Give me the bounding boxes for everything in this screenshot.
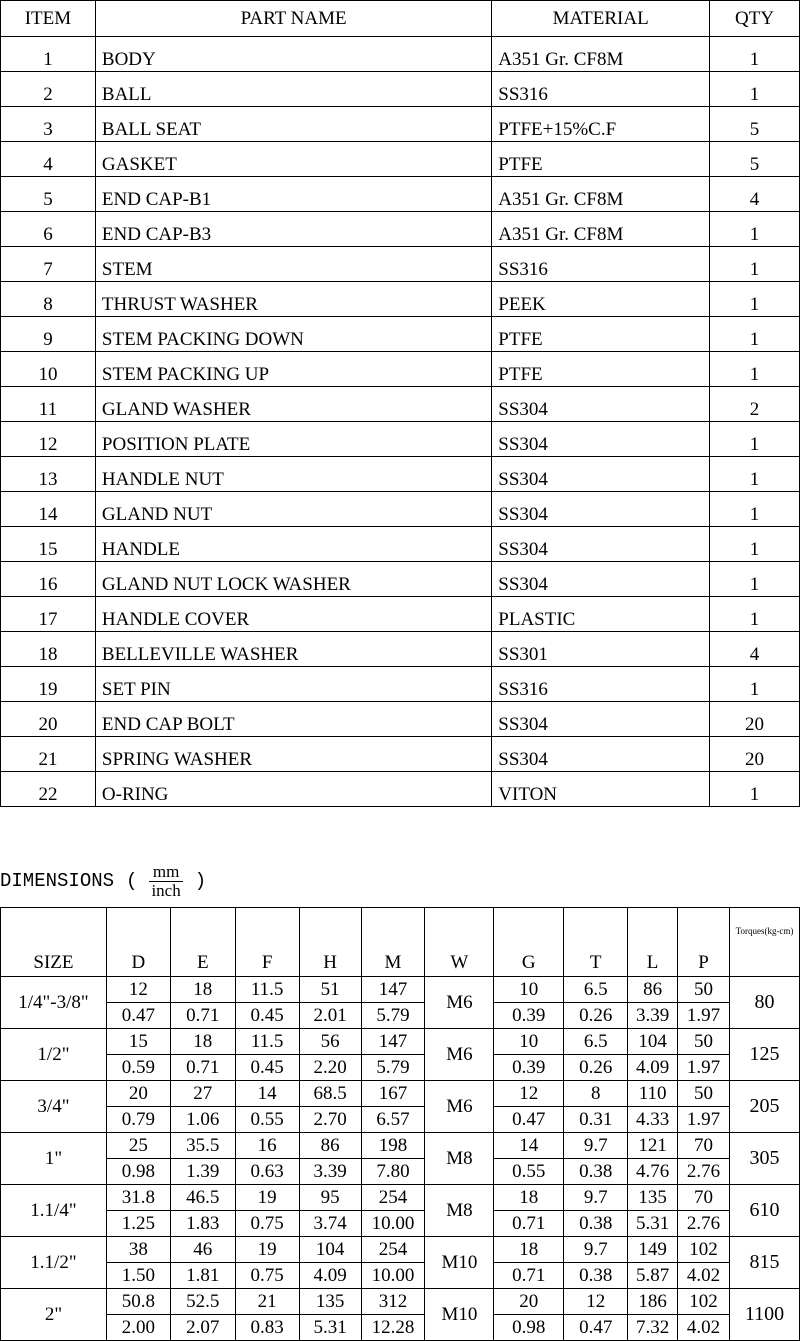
header-f: F <box>235 908 299 977</box>
item-number: 21 <box>1 737 96 772</box>
part-qty: 1 <box>710 352 800 387</box>
header-size: SIZE <box>1 908 107 977</box>
dim-e-inch: 0.71 <box>170 1055 235 1081</box>
dim-d-inch: 2.00 <box>106 1315 170 1341</box>
dim-d-mm: 15 <box>106 1029 170 1055</box>
dim-t-inch: 0.38 <box>564 1263 628 1289</box>
part-name: BODY <box>95 37 491 72</box>
header-qty: QTY <box>710 1 800 37</box>
dim-t-mm: 9.7 <box>564 1237 628 1263</box>
dim-f-inch: 0.55 <box>235 1107 299 1133</box>
dim-f-mm: 11.5 <box>235 977 299 1003</box>
dim-p-mm: 102 <box>678 1289 730 1315</box>
dimension-row-mm <box>1 977 800 1003</box>
header-e: E <box>170 908 235 977</box>
torque-cell: 80 <box>730 977 800 1029</box>
part-name: GLAND NUT <box>95 492 491 527</box>
part-name: POSITION PLATE <box>95 422 491 457</box>
dim-h-inch: 3.39 <box>299 1159 361 1185</box>
torque-cell: 1100 <box>730 1289 800 1341</box>
part-qty: 1 <box>710 667 800 702</box>
dim-e-mm: 27 <box>170 1081 235 1107</box>
dim-l-inch: 4.76 <box>628 1159 678 1185</box>
dimension-row-inch <box>1 1107 800 1133</box>
dim-t-mm: 9.7 <box>564 1133 628 1159</box>
part-name: STEM PACKING DOWN <box>95 317 491 352</box>
w-cell: M8 <box>425 1133 494 1185</box>
dim-m-inch: 12.28 <box>361 1315 425 1341</box>
part-material: SS316 <box>492 247 710 282</box>
dim-f-mm: 19 <box>235 1185 299 1211</box>
parts-row <box>1 107 800 142</box>
part-material: PEEK <box>492 282 710 317</box>
dimensions-title <box>0 858 206 904</box>
item-number: 16 <box>1 562 96 597</box>
part-qty: 1 <box>710 247 800 282</box>
dim-m-inch: 5.79 <box>361 1003 425 1029</box>
dim-m-mm: 198 <box>361 1133 425 1159</box>
dim-p-mm: 50 <box>678 1081 730 1107</box>
dim-m-mm: 167 <box>361 1081 425 1107</box>
dim-d-inch: 0.59 <box>106 1055 170 1081</box>
dim-d-inch: 0.47 <box>106 1003 170 1029</box>
item-number: 1 <box>1 37 96 72</box>
parts-row <box>1 597 800 632</box>
parts-row <box>1 37 800 72</box>
part-qty: 1 <box>710 72 800 107</box>
parts-row <box>1 772 800 807</box>
dim-h-inch: 5.31 <box>299 1315 361 1341</box>
part-qty: 4 <box>710 177 800 212</box>
part-material: SS304 <box>492 562 710 597</box>
dim-t-mm: 6.5 <box>564 977 628 1003</box>
size-cell: 1/4"-3/8" <box>1 977 107 1029</box>
dim-f-inch: 0.63 <box>235 1159 299 1185</box>
part-qty: 1 <box>710 597 800 632</box>
item-number: 14 <box>1 492 96 527</box>
dim-f-mm: 14 <box>235 1081 299 1107</box>
item-number: 7 <box>1 247 96 282</box>
dim-g-inch: 0.55 <box>494 1159 564 1185</box>
dim-p-inch: 2.76 <box>678 1211 730 1237</box>
header-g: G <box>494 908 564 977</box>
dim-h-mm: 95 <box>299 1185 361 1211</box>
item-number: 13 <box>1 457 96 492</box>
part-material: SS304 <box>492 702 710 737</box>
dimension-row-inch <box>1 1159 800 1185</box>
part-material: PTFE <box>492 352 710 387</box>
dimension-row-inch <box>1 1055 800 1081</box>
dim-g-inch: 0.71 <box>494 1211 564 1237</box>
part-name: SET PIN <box>95 667 491 702</box>
dim-f-inch: 0.45 <box>235 1003 299 1029</box>
dim-p-inch: 4.02 <box>678 1263 730 1289</box>
w-cell: M10 <box>425 1237 494 1289</box>
dim-e-inch: 1.81 <box>170 1263 235 1289</box>
torque-cell: 205 <box>730 1081 800 1133</box>
dim-m-inch: 10.00 <box>361 1263 425 1289</box>
dim-p-inch: 4.02 <box>678 1315 730 1341</box>
dim-g-inch: 0.98 <box>494 1315 564 1341</box>
part-qty: 1 <box>710 422 800 457</box>
dim-f-mm: 19 <box>235 1237 299 1263</box>
part-material: SS304 <box>492 457 710 492</box>
dimension-row-mm <box>1 1133 800 1159</box>
dim-f-inch: 0.83 <box>235 1315 299 1341</box>
dim-h-mm: 86 <box>299 1133 361 1159</box>
torque-cell: 610 <box>730 1185 800 1237</box>
dim-e-mm: 35.5 <box>170 1133 235 1159</box>
part-qty: 1 <box>710 562 800 597</box>
dim-e-mm: 52.5 <box>170 1289 235 1315</box>
parts-row <box>1 702 800 737</box>
dim-p-mm: 70 <box>678 1185 730 1211</box>
dim-m-inch: 6.57 <box>361 1107 425 1133</box>
dim-h-mm: 68.5 <box>299 1081 361 1107</box>
item-number: 18 <box>1 632 96 667</box>
dim-g-mm: 10 <box>494 1029 564 1055</box>
part-qty: 1 <box>710 492 800 527</box>
parts-row <box>1 562 800 597</box>
dim-e-mm: 46 <box>170 1237 235 1263</box>
header-h: H <box>299 908 361 977</box>
part-name: BALL <box>95 72 491 107</box>
dim-t-inch: 0.38 <box>564 1211 628 1237</box>
w-cell: M8 <box>425 1185 494 1237</box>
parts-row <box>1 247 800 282</box>
dim-g-inch: 0.47 <box>494 1107 564 1133</box>
dim-d-mm: 20 <box>106 1081 170 1107</box>
part-material: A351 Gr. CF8M <box>492 37 710 72</box>
dim-h-inch: 2.01 <box>299 1003 361 1029</box>
part-qty: 5 <box>710 107 800 142</box>
part-material: SS304 <box>492 387 710 422</box>
part-qty: 1 <box>710 212 800 247</box>
item-number: 10 <box>1 352 96 387</box>
dim-p-mm: 102 <box>678 1237 730 1263</box>
dim-t-inch: 0.38 <box>564 1159 628 1185</box>
parts-row <box>1 177 800 212</box>
dim-d-inch: 0.98 <box>106 1159 170 1185</box>
dim-d-mm: 31.8 <box>106 1185 170 1211</box>
part-qty: 20 <box>710 702 800 737</box>
dim-l-inch: 5.87 <box>628 1263 678 1289</box>
dim-f-mm: 21 <box>235 1289 299 1315</box>
dim-l-mm: 86 <box>628 977 678 1003</box>
dim-f-mm: 16 <box>235 1133 299 1159</box>
parts-row <box>1 632 800 667</box>
item-number: 20 <box>1 702 96 737</box>
part-material: SS304 <box>492 527 710 562</box>
item-number: 4 <box>1 142 96 177</box>
dim-m-mm: 147 <box>361 1029 425 1055</box>
part-name: STEM PACKING UP <box>95 352 491 387</box>
part-material: PLASTIC <box>492 597 710 632</box>
unit-inch: inch <box>151 880 181 900</box>
w-cell: M6 <box>425 1081 494 1133</box>
dim-m-inch: 10.00 <box>361 1211 425 1237</box>
dim-t-inch: 0.26 <box>564 1055 628 1081</box>
part-material: A351 Gr. CF8M <box>492 177 710 212</box>
item-number: 3 <box>1 107 96 142</box>
dim-g-inch: 0.39 <box>494 1003 564 1029</box>
item-number: 5 <box>1 177 96 212</box>
part-name: STEM <box>95 247 491 282</box>
part-name: GLAND WASHER <box>95 387 491 422</box>
item-number: 9 <box>1 317 96 352</box>
part-material: SS304 <box>492 422 710 457</box>
dim-l-inch: 3.39 <box>628 1003 678 1029</box>
dim-p-mm: 50 <box>678 1029 730 1055</box>
dim-l-inch: 5.31 <box>628 1211 678 1237</box>
header-d: D <box>106 908 170 977</box>
part-material: SS304 <box>492 737 710 772</box>
dim-e-inch: 1.83 <box>170 1211 235 1237</box>
dimension-row-mm <box>1 1289 800 1315</box>
header-torques: Torques(kg-cm) <box>730 908 800 977</box>
dim-g-inch: 0.39 <box>494 1055 564 1081</box>
dim-m-mm: 147 <box>361 977 425 1003</box>
parts-row <box>1 457 800 492</box>
dim-e-mm: 18 <box>170 1029 235 1055</box>
size-cell: 1" <box>1 1133 107 1185</box>
dim-d-mm: 25 <box>106 1133 170 1159</box>
part-qty: 2 <box>710 387 800 422</box>
part-name: HANDLE NUT <box>95 457 491 492</box>
dim-p-inch: 2.76 <box>678 1159 730 1185</box>
item-number: 6 <box>1 212 96 247</box>
w-cell: M10 <box>425 1289 494 1341</box>
dim-e-mm: 18 <box>170 977 235 1003</box>
dim-d-mm: 38 <box>106 1237 170 1263</box>
dim-h-mm: 51 <box>299 977 361 1003</box>
parts-row <box>1 72 800 107</box>
dim-h-inch: 3.74 <box>299 1211 361 1237</box>
parts-row <box>1 387 800 422</box>
dim-m-mm: 254 <box>361 1237 425 1263</box>
dimensions-body <box>1 977 800 1341</box>
header-m: M <box>361 908 425 977</box>
dim-e-inch: 0.71 <box>170 1003 235 1029</box>
part-name: GASKET <box>95 142 491 177</box>
dim-t-inch: 0.26 <box>564 1003 628 1029</box>
dim-l-mm: 110 <box>628 1081 678 1107</box>
dim-e-inch: 2.07 <box>170 1315 235 1341</box>
dimension-row-mm <box>1 1237 800 1263</box>
parts-row <box>1 352 800 387</box>
dim-l-inch: 4.09 <box>628 1055 678 1081</box>
part-material: SS304 <box>492 492 710 527</box>
dim-g-mm: 20 <box>494 1289 564 1315</box>
dimension-row-mm <box>1 1185 800 1211</box>
header-material: MATERIAL <box>492 1 710 37</box>
dim-d-mm: 50.8 <box>106 1289 170 1315</box>
header-part-name: PART NAME <box>95 1 491 37</box>
dim-t-mm: 12 <box>564 1289 628 1315</box>
header-t: T <box>564 908 628 977</box>
part-name: END CAP-B3 <box>95 212 491 247</box>
header-w: W <box>425 908 494 977</box>
part-qty: 1 <box>710 772 800 807</box>
dim-g-mm: 10 <box>494 977 564 1003</box>
parts-list-body <box>1 37 800 807</box>
dimensions-table <box>0 907 800 1341</box>
torque-cell: 305 <box>730 1133 800 1185</box>
item-number: 19 <box>1 667 96 702</box>
dim-h-inch: 2.70 <box>299 1107 361 1133</box>
dim-f-inch: 0.45 <box>235 1055 299 1081</box>
dim-m-inch: 7.80 <box>361 1159 425 1185</box>
size-cell: 1/2" <box>1 1029 107 1081</box>
torque-cell: 815 <box>730 1237 800 1289</box>
dim-t-mm: 6.5 <box>564 1029 628 1055</box>
dim-l-inch: 4.33 <box>628 1107 678 1133</box>
dim-l-mm: 149 <box>628 1237 678 1263</box>
dim-h-mm: 104 <box>299 1237 361 1263</box>
part-material: PTFE <box>492 317 710 352</box>
dim-g-inch: 0.71 <box>494 1263 564 1289</box>
dim-h-inch: 4.09 <box>299 1263 361 1289</box>
dim-m-inch: 5.79 <box>361 1055 425 1081</box>
part-name: BALL SEAT <box>95 107 491 142</box>
dimensions-label: DIMENSIONS <box>0 870 115 892</box>
unit-mm: mm <box>149 863 183 882</box>
dim-d-inch: 1.50 <box>106 1263 170 1289</box>
dimension-row-inch <box>1 1315 800 1341</box>
item-number: 17 <box>1 597 96 632</box>
part-qty: 4 <box>710 632 800 667</box>
dim-l-mm: 135 <box>628 1185 678 1211</box>
part-material: SS316 <box>492 667 710 702</box>
dim-f-mm: 11.5 <box>235 1029 299 1055</box>
part-material: A351 Gr. CF8M <box>492 212 710 247</box>
paren-open: ( <box>126 870 138 892</box>
part-material: VITON <box>492 772 710 807</box>
dim-p-inch: 1.97 <box>678 1107 730 1133</box>
dim-t-mm: 8 <box>564 1081 628 1107</box>
part-name: END CAP BOLT <box>95 702 491 737</box>
part-name: O-RING <box>95 772 491 807</box>
dim-h-mm: 135 <box>299 1289 361 1315</box>
part-material: SS301 <box>492 632 710 667</box>
w-cell: M6 <box>425 1029 494 1081</box>
header-item: ITEM <box>1 1 96 37</box>
dim-m-mm: 312 <box>361 1289 425 1315</box>
parts-row <box>1 282 800 317</box>
dim-d-inch: 0.79 <box>106 1107 170 1133</box>
dimension-row-inch <box>1 1003 800 1029</box>
dim-t-inch: 0.47 <box>564 1315 628 1341</box>
dimension-row-inch <box>1 1263 800 1289</box>
part-name: HANDLE COVER <box>95 597 491 632</box>
size-cell: 1.1/2" <box>1 1237 107 1289</box>
parts-row <box>1 422 800 457</box>
dim-d-inch: 1.25 <box>106 1211 170 1237</box>
size-cell: 3/4" <box>1 1081 107 1133</box>
parts-header-row <box>1 1 800 37</box>
dim-p-mm: 50 <box>678 977 730 1003</box>
dim-l-inch: 7.32 <box>628 1315 678 1341</box>
part-material: PTFE <box>492 142 710 177</box>
item-number: 2 <box>1 72 96 107</box>
part-material: SS316 <box>492 72 710 107</box>
dim-g-mm: 14 <box>494 1133 564 1159</box>
dim-l-mm: 104 <box>628 1029 678 1055</box>
dim-d-mm: 12 <box>106 977 170 1003</box>
dim-g-mm: 18 <box>494 1185 564 1211</box>
dim-e-mm: 46.5 <box>170 1185 235 1211</box>
dim-g-mm: 12 <box>494 1081 564 1107</box>
size-cell: 1.1/4" <box>1 1185 107 1237</box>
dimension-row-mm <box>1 1029 800 1055</box>
part-name: THRUST WASHER <box>95 282 491 317</box>
dim-l-mm: 121 <box>628 1133 678 1159</box>
item-number: 8 <box>1 282 96 317</box>
torque-cell: 125 <box>730 1029 800 1081</box>
part-name: END CAP-B1 <box>95 177 491 212</box>
parts-row <box>1 667 800 702</box>
parts-row <box>1 317 800 352</box>
parts-row <box>1 737 800 772</box>
dimensions-header-row <box>1 908 800 977</box>
dim-p-inch: 1.97 <box>678 1003 730 1029</box>
part-qty: 1 <box>710 527 800 562</box>
part-name: GLAND NUT LOCK WASHER <box>95 562 491 597</box>
item-number: 11 <box>1 387 96 422</box>
w-cell: M6 <box>425 977 494 1029</box>
dim-l-mm: 186 <box>628 1289 678 1315</box>
item-number: 15 <box>1 527 96 562</box>
size-cell: 2" <box>1 1289 107 1341</box>
part-qty: 5 <box>710 142 800 177</box>
dim-p-mm: 70 <box>678 1133 730 1159</box>
header-l: L <box>628 908 678 977</box>
part-qty: 20 <box>710 737 800 772</box>
part-qty: 1 <box>710 37 800 72</box>
dim-h-inch: 2.20 <box>299 1055 361 1081</box>
item-number: 22 <box>1 772 96 807</box>
part-qty: 1 <box>710 317 800 352</box>
dim-h-mm: 56 <box>299 1029 361 1055</box>
part-name: BELLEVILLE WASHER <box>95 632 491 667</box>
dim-p-inch: 1.97 <box>678 1055 730 1081</box>
parts-row <box>1 492 800 527</box>
dim-f-inch: 0.75 <box>235 1263 299 1289</box>
dim-t-mm: 9.7 <box>564 1185 628 1211</box>
part-name: SPRING WASHER <box>95 737 491 772</box>
parts-row <box>1 142 800 177</box>
dim-f-inch: 0.75 <box>235 1211 299 1237</box>
paren-close: ) <box>194 870 207 892</box>
part-qty: 1 <box>710 457 800 492</box>
dimension-row-mm <box>1 1081 800 1107</box>
dim-g-mm: 18 <box>494 1237 564 1263</box>
part-qty: 1 <box>710 282 800 317</box>
dimension-row-inch <box>1 1211 800 1237</box>
item-number: 12 <box>1 422 96 457</box>
dim-e-inch: 1.39 <box>170 1159 235 1185</box>
part-name: HANDLE <box>95 527 491 562</box>
header-p: P <box>678 908 730 977</box>
dim-m-mm: 254 <box>361 1185 425 1211</box>
part-material: PTFE+15%C.F <box>492 107 710 142</box>
unit-fraction <box>147 863 184 900</box>
parts-row <box>1 527 800 562</box>
parts-row <box>1 212 800 247</box>
dim-t-inch: 0.31 <box>564 1107 628 1133</box>
dim-e-inch: 1.06 <box>170 1107 235 1133</box>
